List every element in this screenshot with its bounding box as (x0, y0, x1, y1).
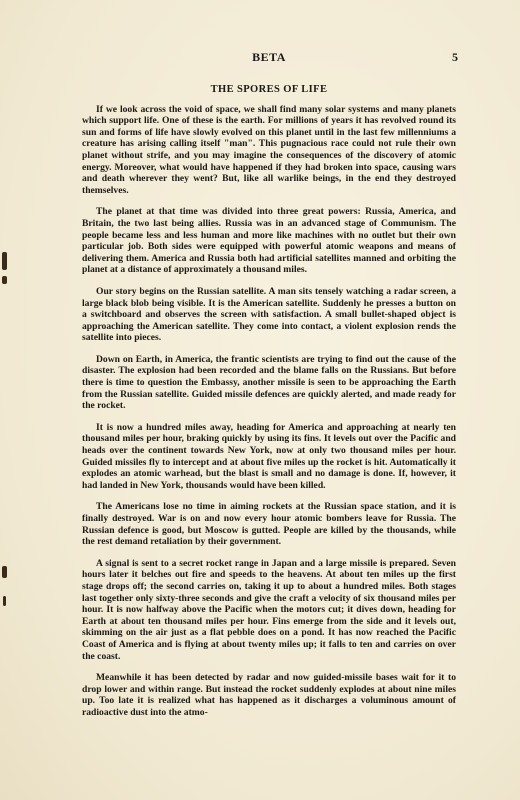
paragraph: Our story begins on the Russian satellite. A man sits tensely watching a radar screen, a large black blob being visible. It is the American satellite. Suddenly he presses a button on a switchboard and observes the screen with satisfaction. A small bullet-shaped object is approaching the American satellite. They come into contact, a violent explosion rends the satellite into pieces. (82, 285, 456, 344)
binding-mark (3, 596, 6, 606)
paragraph: Down on Earth, in America, the frantic scientists are trying to find out the cause of the disaster. The explosion had been recorded and the blame falls on the Russians. But before there is time to question the Embassy, another missile is seen to be approaching the Earth from the Russian satellite. Guided missile defences are quickly alerted, and made ready for the rocket. (82, 353, 456, 412)
paragraph: It is now a hundred miles away, heading for America and approaching at nearly ten thousand miles per hour, braking quickly by using its fins. It levels out over the Pacific and heads over the continent towards New York, now at only two thousand miles per hour. Guided missiles fly to intercept and at about five miles up the rocket is hit. Automatically it explodes an atomic warhead, but the blast is small and no damage is done. If, however, it had landed in New York, thousands would have been killed. (82, 421, 456, 491)
article-body (82, 84, 456, 729)
binding-mark (2, 252, 7, 270)
paragraph: If we look across the void of space, we shall find many solar systems and many planets which support life. One of these is the earth. For millions of years it has revolved round its sun and forms of life have slowly evolved on this planet until in the last few millenniums a creature has arising calling itself "man". This pugnacious race could not rule their own planet without strife, and you may imagine the consequences of the discovery of atomic energy. Moreover, what would have happened if they had broken into space, causing wars and death wherever they went? But, like all warlike beings, in the end they destroyed themselves. (82, 103, 456, 196)
paragraph: A signal is sent to a secret rocket range in Japan and a large missile is prepared. Seven hours later it belches out fire and speeds to the heavens. At about ten miles up the first stage drops off; the second carries on, taking it up to about a hundred miles. Both stages last together only sixty-three seconds and give the craft a velocity of six thousand miles per hour. It is now halfway above the Pacific when the motors cut; it dives down, heading for Earth at about ten thousand miles per hour. Fins emerge from the side and it levels out, skimming on the air just as a flat pebble does on a pond. It has now reached the Pacific Coast of America and is flying at about twenty miles up; it falls to ten and carries on over the coast. (82, 557, 456, 662)
running-head: BETA (252, 50, 286, 64)
page-number: 5 (452, 50, 458, 64)
paragraph: The Americans lose no time in aiming rockets at the Russian space station, and it is finally destroyed. War is on and now every hour atomic bombers leave for Russia. The Russian defence is good, but Moscow is gutted. People are killed by the thousands, while the rest demand retaliation by their government. (82, 501, 456, 548)
page-header (80, 50, 458, 70)
paragraph: Meanwhile it has been detected by radar and now guided-missile bases wait for it to drop lower and within range. But instead the rocket suddenly explodes at about nine miles up. Too late it is realized what has happened as it discharges a voluminous amount of radioactive dust into the atmo- (82, 672, 456, 718)
binding-mark (2, 276, 7, 284)
article-title: THE SPORES OF LIFE (210, 84, 328, 95)
paragraph: The planet at that time was divided into three great powers: Russia, America, and Britain, the two last being allies. Russia was in an advanced stage of Communism. The people became less and less human and more like machines with no outlet but their own particular job. Both sides were equipped with powerful atomic weapons and means of delivering them. America and Russia both had artificial satellites manned and orbiting the planet at a distance of approximately a thousand miles. (82, 206, 456, 276)
binding-mark (2, 566, 7, 578)
